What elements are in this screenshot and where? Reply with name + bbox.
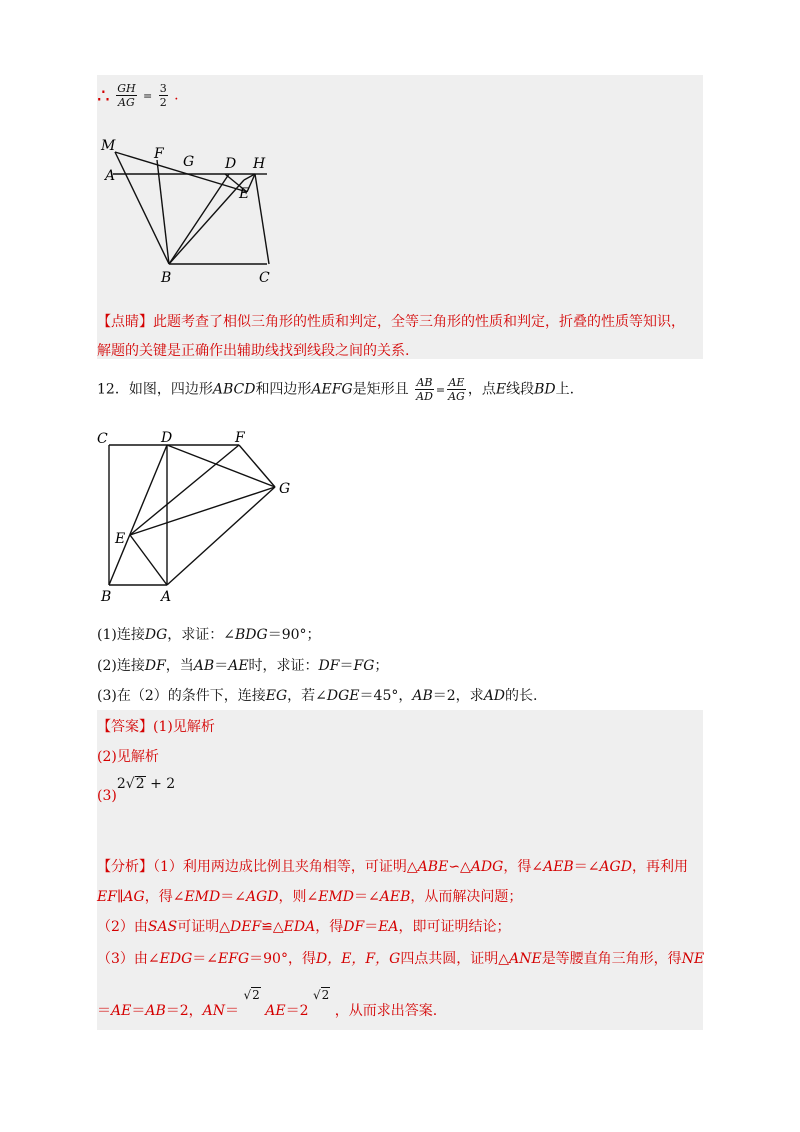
var: AGD [245,889,279,905]
text: ＝2，求 [432,688,484,704]
line-BD [169,174,229,264]
var: AB [193,658,215,674]
text: ＝45°， [359,688,413,704]
answer-line-3: (3)2√2 + 2 [97,776,176,804]
label-H: H [253,156,266,172]
frac-num: GH [117,82,136,95]
text: ＝∠ [192,951,219,967]
var: SAS [147,919,178,935]
var: EFG [218,951,250,967]
equals-sign: = [143,89,153,103]
label-E: E [115,531,126,547]
line-AG [167,487,275,585]
analysis-line-5 [97,988,438,1020]
text: ，得∠ [144,889,185,905]
var: EDG [159,951,193,967]
var: ABE [417,859,449,875]
var: AB [412,688,433,704]
text: ＝2 [285,1003,309,1019]
var: ANE [509,951,542,967]
line-EG [130,487,275,535]
comment-tag: 【点睛】 [97,314,153,330]
frac-den: AD [416,390,433,403]
text: ，若∠ [287,688,327,704]
text: 是矩形且 [352,381,409,398]
text: ＝ [214,658,229,674]
frac-den: 2 [159,96,167,109]
line-EF [130,445,239,535]
frac-den: AG [118,96,135,109]
radicand: 2 [321,988,330,1002]
answer-1: (1)见解析 [153,719,215,735]
text: (3)在（2）的条件下，连接 [97,688,266,704]
comment-text-1: 此题考查了相似三角形的性质和判定，全等三角形的性质和判定，折叠的性质等知识， [153,314,685,330]
var: EMD [318,889,354,905]
line-BE [169,180,244,264]
text: （3）由∠ [97,951,160,967]
answer-3-coef: 2 [116,776,126,792]
text: ，则∠ [278,889,319,905]
text: (2)连接 [97,658,145,674]
answer-3-radicand: 2 [135,776,145,792]
sub-question-2 [97,655,388,675]
text: ，从而求出答案. [334,1003,438,1019]
text: ，即可证明结论； [398,919,511,935]
var-bd: BD [534,381,556,398]
var: AGD [599,859,632,875]
var: EA [378,919,399,935]
answer-3-prefix: (3) [97,788,117,804]
line-DC [255,174,269,264]
text: ，求证：∠ [167,627,235,643]
var: DGE [326,688,360,704]
equals-sign: = [435,383,446,397]
text: 是等腰直角三角形，得 [541,951,682,967]
label-G: G [279,481,291,497]
comment-line-1 [97,311,685,331]
therefore-symbol: ∴ [97,83,110,108]
line-DG [167,445,275,487]
var: AEB [379,889,411,905]
var: NE [681,951,705,967]
var-abcd: ABCD [212,381,256,398]
text: ＝∠ [573,859,600,875]
var-e: E [495,381,507,398]
line-MB [115,152,169,264]
text: ，得∠ [503,859,544,875]
label-D: D [225,156,237,172]
var: DF [318,658,340,674]
conclusion-formula [97,82,179,109]
text: ＝90°，得 [249,951,316,967]
var: FG [353,658,375,674]
radicand: 2 [252,988,260,1002]
fraction-ab-ad [415,376,434,403]
var: DF [144,658,166,674]
label-E: E [239,186,250,202]
label-M: M [101,138,116,154]
text: ； [374,658,389,674]
sub-question-3 [97,685,537,705]
var-aefg: AEFG [311,381,353,398]
text: ＝2， [165,1003,203,1019]
text: 时，求证： [248,658,319,674]
text: 上. [555,381,575,398]
line-BD [109,445,167,585]
answer-3-tail: + 2 [150,776,176,792]
label-D: D [161,430,173,446]
text: ＝ [364,919,379,935]
var: DF [343,919,365,935]
label-C: C [259,270,270,286]
label-F: F [154,146,164,162]
var: AD [483,688,506,704]
problem-12-statement [97,376,574,403]
figure-2-diagram [95,425,300,610]
text: ∽△ [448,859,471,875]
label-F: F [235,430,245,446]
frac-den: AG [448,390,465,403]
label-B: B [101,589,112,605]
text: ，点 [467,381,496,398]
text: ＝ [225,1003,240,1019]
var: BDG [235,627,268,643]
text: ＝ [97,1003,111,1019]
text: ≌△ [261,919,284,935]
answer-tag: 【答案】 [97,719,153,735]
text: (1)连接 [97,627,145,643]
comment-text-2: 解题的关键是正确作出辅助线找到线段之间的关系. [97,343,410,359]
text: 的长. [505,688,538,704]
text: 和四边形 [255,381,312,398]
text: 可证明△ [177,919,230,935]
period: . [174,87,179,104]
text: 线段 [506,381,535,398]
var: AE [265,1003,286,1019]
label-C: C [97,431,108,447]
problem-number: 12． [97,381,129,398]
var: DG [144,627,168,643]
text: ，再利用 [631,859,688,875]
text: ＝ [131,1003,146,1019]
line-EA [130,535,167,585]
var: AE [228,658,249,674]
var: DEF [230,919,262,935]
sqrt-2-b: √2 [312,988,330,1002]
var: AG [123,889,145,905]
var: AB [145,1003,166,1019]
text: ，得 [315,919,344,935]
text: （1）利用两边成比例且夹角相等，可证明△ [153,859,418,875]
text: ＝90°； [267,627,321,643]
label-A: A [105,168,116,184]
var: EF [97,889,117,905]
analysis-tag: 【分析】 [97,859,153,875]
text: ，从而解决问题； [410,889,523,905]
answer-line-2 [97,746,159,766]
analysis-line-2 [97,886,522,906]
text: 四点共圆，证明△ [400,951,510,967]
answer-line-1 [97,716,215,736]
comment-line-2 [97,340,409,360]
sub-question-1 [97,624,321,644]
analysis-line-4 [97,948,704,968]
analysis-line-1 [97,856,688,876]
analysis-line-3 [97,916,511,936]
text: ＝∠ [354,889,380,905]
var: ADG [470,859,504,875]
fraction-gh-ag [116,82,136,109]
text: （2）由 [97,919,148,935]
var: EG [265,688,288,704]
label-G: G [183,154,195,170]
frac-num: AB [416,376,433,389]
var: AN [202,1003,226,1019]
label-B: B [161,270,172,286]
var: D，E，F，G [315,951,401,967]
fraction-ae-ag [447,376,466,403]
line-FB [157,160,169,264]
text: ＝∠ [220,889,246,905]
text: ，当 [165,658,194,674]
var: AEB [543,859,574,875]
var: EDA [283,919,316,935]
var: EMD [184,889,221,905]
fraction-3-2 [159,82,168,109]
frac-num: AE [448,376,465,389]
text: ∥ [116,889,124,905]
var: AE [111,1003,132,1019]
figure-1-diagram [97,130,287,290]
text: ＝ [339,658,354,674]
sqrt-2-a: √2 [243,988,260,1002]
text: 如图，四边形 [128,381,213,398]
frac-num: 3 [159,82,167,95]
answer-2: (2)见解析 [97,749,159,765]
label-A: A [161,589,172,605]
